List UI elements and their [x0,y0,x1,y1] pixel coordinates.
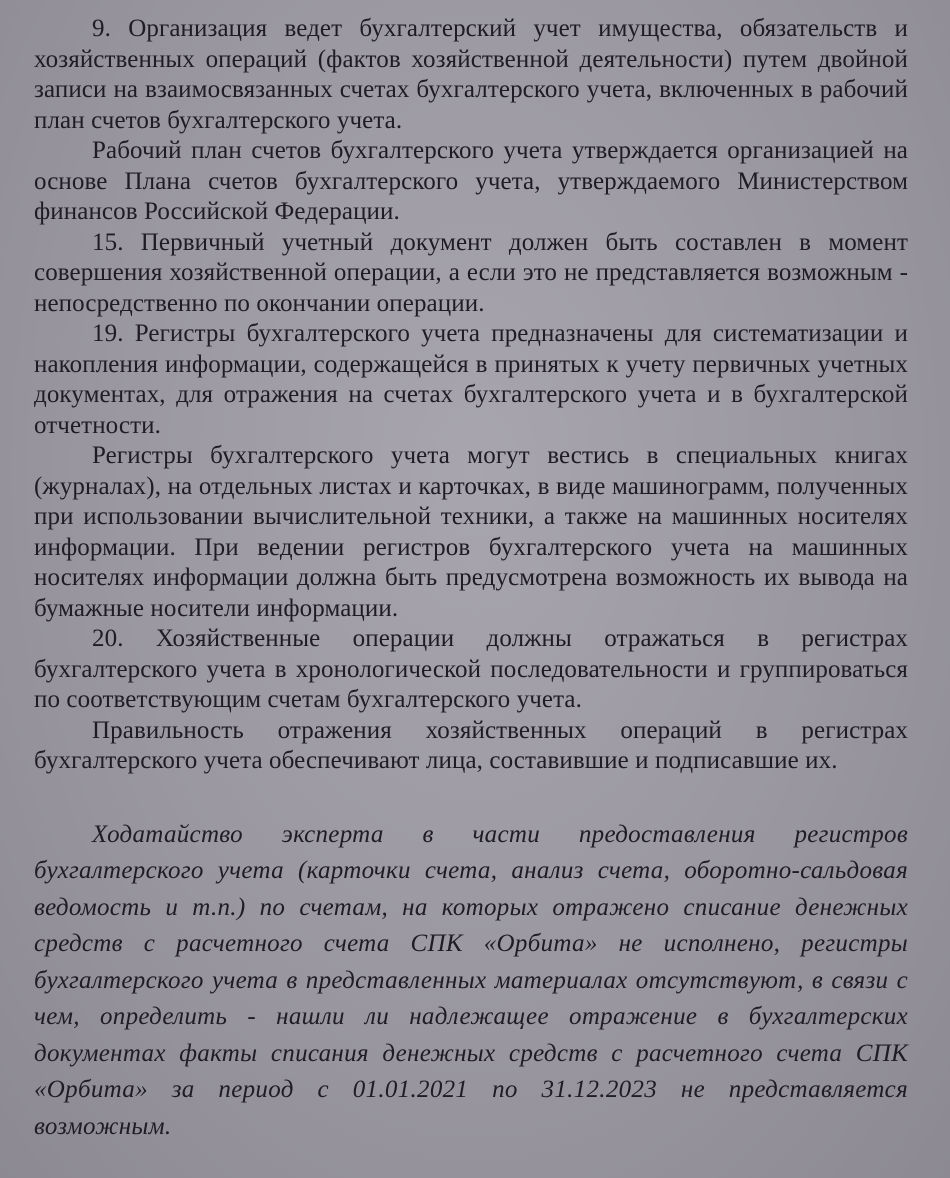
expert-conclusion-block [34,817,908,1146]
paragraph-item-9: 9. Организация ведет бухгалтерский учет имущества, обязательств и хозяйственных операций (фактов хозяйственной деятельности) путем двойной записи на взаимосвязанных счетах бухгалтерского учета, включенных в рабочий план счетов бухгалтерского учета. [34,15,908,134]
paragraph-item-15: 15. Первичный учетный документ должен быть составлен в момент совершения хозяйственной операции, а если это не представляется возможным - непосредственно по окончании операции. [34,228,908,317]
paragraph-responsibility: Правильность отражения хозяйственных операций в регистрах бухгалтерского учета обеспечивают лица, составившие и подписавшие их. [34,716,908,774]
paragraph-item-19: 19. Регистры бухгалтерского учета предназначены для систематизации и накопления информации, содержащейся в принятых к учету первичных учетных документах, для отражения на счетах бухгалтерского учета и в бухгалтерской отчетности. [34,320,908,439]
expert-conclusion: Ходатайство эксперта в части предоставления регистров бухгалтерского учета (карточки счета, анализ счета, оборотно-сальдовая ведомость и т.п.) по счетам, на которых отражено списание денежных средств с расчетного счета СПК «Орбита» не исполнено, регистры бухгалтерского учета в представленных материалах отсутствуют, в связи с чем, определить - нашли ли надлежащее отражение в бухгалтерских документах факты списания денежных средств с расчетного счета СПК «Орбита» за период с 01.01.2021 по 31.12.2023 не представляется возможным. [34,820,908,1140]
paragraph-registers-storage: Регистры бухгалтерского учета могут вестись в специальных книгах (журналах), на отдельных листах и карточках, в виде машинограмм, полученных при использовании вычислительной техники, а также на машинных носителях информации. При ведении регистров бухгалтерского учета на машинных носителях информации должна быть предусмотрена возможность их вывода на бумажные носители информации. [34,442,908,622]
paragraph-item-20: 20. Хозяйственные операции должны отражаться в регистрах бухгалтерского учета в хронологической последовательности и группироваться по соответствующим счетам бухгалтерского учета. [34,625,908,713]
paragraph-working-chart-of-accounts: Рабочий план счетов бухгалтерского учета утверждается организацией на основе Плана счетов бухгалтерского учета, утверждаемого Министерством финансов Российской Федерации. [34,137,908,225]
